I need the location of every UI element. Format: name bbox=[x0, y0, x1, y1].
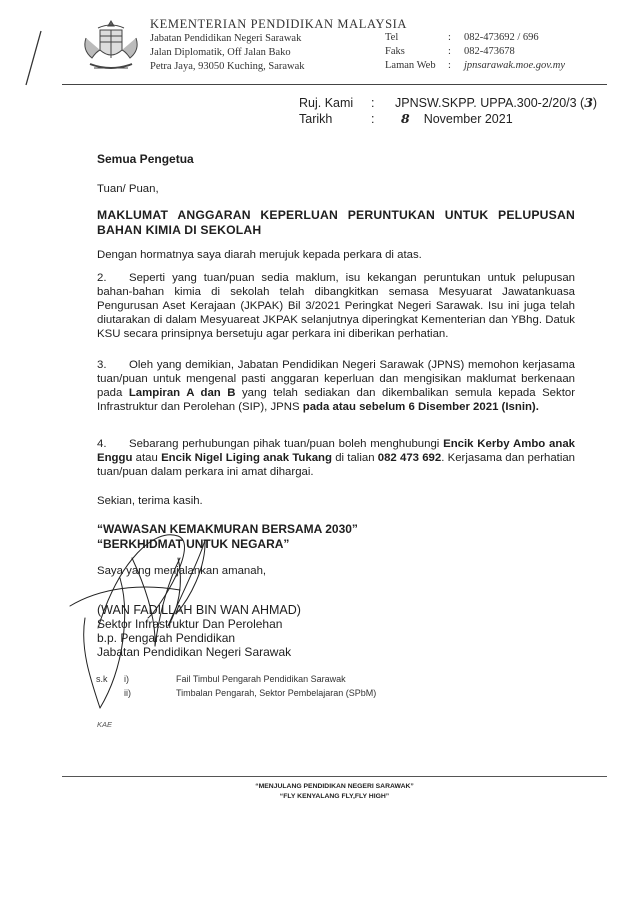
phone-number: 082 473 692 bbox=[377, 452, 442, 464]
paragraph-2 bbox=[97, 271, 575, 341]
signoff-line: Saya yang menjalankan amanah, bbox=[97, 565, 267, 577]
website-link[interactable]: jpnsarawak.moe.gov.my bbox=[464, 60, 565, 71]
paragraph-text: atau bbox=[132, 452, 162, 464]
motto-line: “WAWASAN KEMAKMURAN BERSAMA 2030” bbox=[97, 522, 358, 536]
opening-line: Dengan hormatnya saya diarah merujuk kepada perkara di atas. bbox=[97, 249, 422, 261]
ministry-name: KEMENTERIAN PENDIDIKAN MALAYSIA bbox=[150, 17, 408, 31]
copy-to-text: Fail Timbul Pengarah Pendidikan Sarawak bbox=[176, 674, 346, 684]
margin-pen-mark bbox=[22, 28, 44, 88]
contact-label: Tel bbox=[385, 32, 399, 43]
closing-line: Sekian, terima kasih. bbox=[97, 495, 203, 507]
paragraph-number: 2. bbox=[97, 272, 107, 284]
paragraph-text: Seperti yang tuan/puan sedia maklum, isu kekangan peruntukan untuk pelupusan bahan-bahan kimia di sekolah telah dibangkitkan semasa Mesyuarat Jawatankuasa Pengurusan Aset Kerajaan (JKPAK) Bil 3/2021 Peringkat Negeri Sarawak. Isu ini juga telah diutarakan di dalam Mesyuareat JKPAK selanjutnya diperingkat Kementerian dan YBhg. Datuk KSU secara prinsipnya bersetuju agar perkara ini diberikan perhatian. bbox=[97, 272, 575, 340]
footer-line: “MENJULANG PENDIDIKAN NEGERI SARAWAK” bbox=[255, 783, 414, 790]
date-row bbox=[299, 111, 597, 127]
paragraph-4 bbox=[97, 437, 575, 479]
contact-person: Encik Kerby Ambo anak Enggu bbox=[97, 438, 575, 464]
contact-sep: : bbox=[448, 60, 451, 71]
contact-person: Encik Nigel Liging anak Tukang bbox=[161, 452, 332, 464]
footer-slogan bbox=[62, 782, 607, 802]
ref-handwritten-number: 3 bbox=[584, 95, 593, 110]
reference-row bbox=[299, 95, 597, 111]
copy-to-number: i) bbox=[124, 674, 129, 684]
contact-label: Faks bbox=[385, 46, 405, 57]
reference-block bbox=[299, 95, 597, 127]
contact-block bbox=[385, 31, 565, 73]
copy-to-item bbox=[96, 686, 376, 700]
signatory-title: Jabatan Pendidikan Negeri Sarawak bbox=[97, 645, 292, 659]
typist-initials: KAE bbox=[97, 720, 113, 729]
ref-number: JPNSW.SKPP. UPPA.300-2/20/3 ( bbox=[395, 96, 585, 110]
paragraph-number: 4. bbox=[97, 438, 107, 450]
ref-close: ) bbox=[592, 96, 598, 110]
recipient: Semua Pengetua bbox=[97, 152, 194, 166]
contact-sep: : bbox=[448, 32, 451, 43]
paragraph-text: . Kerjasama dan perhatian tuan/puan dalam perkara ini amat dihargai. bbox=[97, 452, 576, 478]
signatory-title: Sektor Infrastruktur Dan Perolehan bbox=[97, 617, 283, 631]
copy-to-item bbox=[96, 672, 376, 686]
date-value: November 2021 bbox=[423, 112, 513, 126]
date-handwritten-day: 8 bbox=[401, 111, 410, 126]
ref-sep: : bbox=[371, 96, 375, 110]
paragraph-text: Sebarang perhubungan pihak tuan/puan boleh menghubungi bbox=[129, 438, 444, 450]
paragraph-number: 3. bbox=[97, 359, 107, 371]
paragraph-text: Oleh yang demikian, Jabatan Pendidikan Negeri Sarawak (JPNS) memohon kerjasama tuan/puan untuk mengenal pasti anggaran keperluan dan mengisikan maklumat berkenaan pada bbox=[97, 359, 575, 399]
address-line: Petra Jaya, 93050 Kuching, Sarawak bbox=[150, 61, 305, 72]
paragraph-3 bbox=[97, 358, 575, 414]
malaysia-coat-of-arms-icon bbox=[78, 18, 144, 76]
motto-line: “BERKHIDMAT UNTUK NEGARA” bbox=[97, 537, 290, 551]
copy-to-number: ii) bbox=[124, 688, 131, 698]
copy-to-list bbox=[96, 672, 376, 700]
contact-label: Laman Web bbox=[385, 60, 436, 71]
contact-fax bbox=[385, 45, 565, 59]
letter-subject: MAKLUMAT ANGGARAN KEPERLUAN PERUNTUKAN UNTUK PELUPUSAN BAHAN KIMIA DI SEKOLAH bbox=[97, 208, 575, 237]
attachment-ref: Lampiran A dan B bbox=[128, 387, 236, 399]
footer-line: “FLY KENYALANG FLY,FLY HIGH” bbox=[279, 793, 390, 800]
deadline: pada atau sebelum 6 Disember 2021 (Isnin). bbox=[302, 401, 539, 413]
copy-to-label: s.k bbox=[96, 674, 108, 684]
signatory-name: (WAN FADILLAH BIN WAN AHMAD) bbox=[97, 603, 301, 617]
footer-divider bbox=[62, 776, 607, 777]
contact-tel bbox=[385, 31, 565, 45]
address-line: Jalan Diplomatik, Off Jalan Bako bbox=[150, 47, 291, 58]
date-label: Tarikh bbox=[299, 112, 333, 126]
contact-value: 082-473692 / 696 bbox=[464, 32, 539, 43]
contact-web bbox=[385, 59, 565, 73]
contact-sep: : bbox=[448, 46, 451, 57]
ref-label: Ruj. Kami bbox=[299, 96, 354, 110]
letterhead-divider bbox=[62, 84, 607, 85]
contact-value: 082-473678 bbox=[464, 46, 515, 57]
paragraph-text: di talian bbox=[331, 452, 378, 464]
ministry-letterhead bbox=[150, 17, 407, 74]
paragraph-text: yang telah sediakan dan dikembalikan semula kepada Sektor Infrastruktur dan Perolehan (SIP), JPNS bbox=[97, 387, 575, 413]
signatory-title: b.p. Pengarah Pendidikan bbox=[97, 631, 236, 645]
date-sep: : bbox=[371, 112, 375, 126]
greeting: Tuan/ Puan, bbox=[97, 183, 159, 195]
copy-to-text: Timbalan Pengarah, Sektor Pembelajaran (SPbM) bbox=[176, 688, 377, 698]
address-line: Jabatan Pendidikan Negeri Sarawak bbox=[150, 33, 302, 44]
